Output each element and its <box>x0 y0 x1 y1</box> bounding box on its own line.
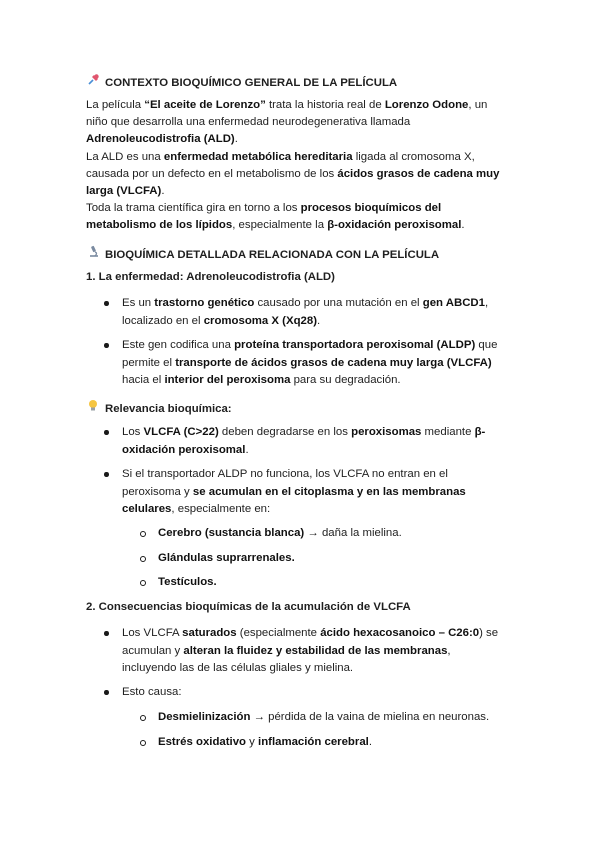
bullet <box>104 343 109 348</box>
sub-list-item: Desmielinización → pérdida de la vaina de mielina en neuronas. <box>158 711 490 723</box>
sub-bullet <box>140 556 146 562</box>
pin-icon <box>86 73 100 89</box>
sub-list-item: Testículos. <box>158 576 217 588</box>
subheading-consequences: 2. Consecuencias bioquímicas de la acumulación de VLCFA <box>86 601 411 613</box>
section-heading-context <box>86 73 397 89</box>
list-item: Si el transportador ALDP no funciona, los VLCFA no entran en el peroxisoma y se acumulan en el citoplasma y en las membranas celulares, especialmente en: <box>122 468 466 515</box>
context-paragraph-3: Toda la trama científica gira en torno a los procesos bioquímicos del metabolismo de los lípidos, especialmente la β-oxidación peroxisomal. <box>86 202 465 231</box>
context-paragraph-1: La película “El aceite de Lorenzo” trata la historia real de Lorenzo Odone, un niño que desarrolla una enfermedad neurodegenerativa llamada Adrenoleucodistrofia (ALD). <box>86 99 488 145</box>
sub-bullet <box>140 740 146 746</box>
list-item: Los VLCFA (C>22) deben degradarse en los peroxisomas mediante β-oxidación peroxisomal. <box>122 426 486 456</box>
section-title: CONTEXTO BIOQUÍMICO GENERAL DE LA PELÍCULA <box>105 77 398 89</box>
list-item: Es un trastorno genético causado por una mutación en el gen ABCD1, localizado en el cromosoma X (Xq28). <box>122 297 489 327</box>
bullet <box>104 472 109 477</box>
sub-bullet <box>140 715 146 721</box>
list-item: Esto causa: <box>122 686 182 698</box>
sub-bullet <box>140 580 146 586</box>
bullet <box>104 430 109 435</box>
section-title: Relevancia bioquímica: <box>105 403 232 415</box>
context-paragraph-2: La ALD es una enfermedad metabólica hereditaria ligada al cromosoma X, causada por un defecto en el metabolismo de los ácidos grasos de cadena muy larga (VLCFA). <box>86 151 500 197</box>
microscope-icon <box>86 245 100 261</box>
sub-list-item: Cerebro (sustancia blanca) → daña la mielina. <box>158 527 402 539</box>
subheading-disease: 1. La enfermedad: Adrenoleucodistrofia (ALD) <box>86 271 335 283</box>
bullet <box>104 690 109 695</box>
sub-bullet <box>140 531 146 537</box>
section-title: BIOQUÍMICA DETALLADA RELACIONADA CON LA PELÍCULA <box>105 249 440 261</box>
section-heading-biochemistry <box>86 245 439 261</box>
sub-list-item: Glándulas suprarrenales. <box>158 552 295 564</box>
bullet <box>104 301 109 306</box>
list-item: Este gen codifica una proteína transportadora peroxisomal (ALDP) que permite el transporte de ácidos grasos de cadena muy larga (VLCFA) hacia el interior del peroxisoma para su degradación. <box>122 339 498 386</box>
lightbulb-icon <box>86 399 100 415</box>
section-heading-relevance <box>86 399 232 415</box>
sub-list-item: Estrés oxidativo y inflamación cerebral. <box>158 736 372 748</box>
list-item: Los VLCFA saturados (especialmente ácido hexacosanoico – C26:0) se acumulan y alteran la fluidez y estabilidad de las membranas, incluyendo las de las células gliales y mielina. <box>122 627 499 674</box>
bullet <box>104 631 109 636</box>
